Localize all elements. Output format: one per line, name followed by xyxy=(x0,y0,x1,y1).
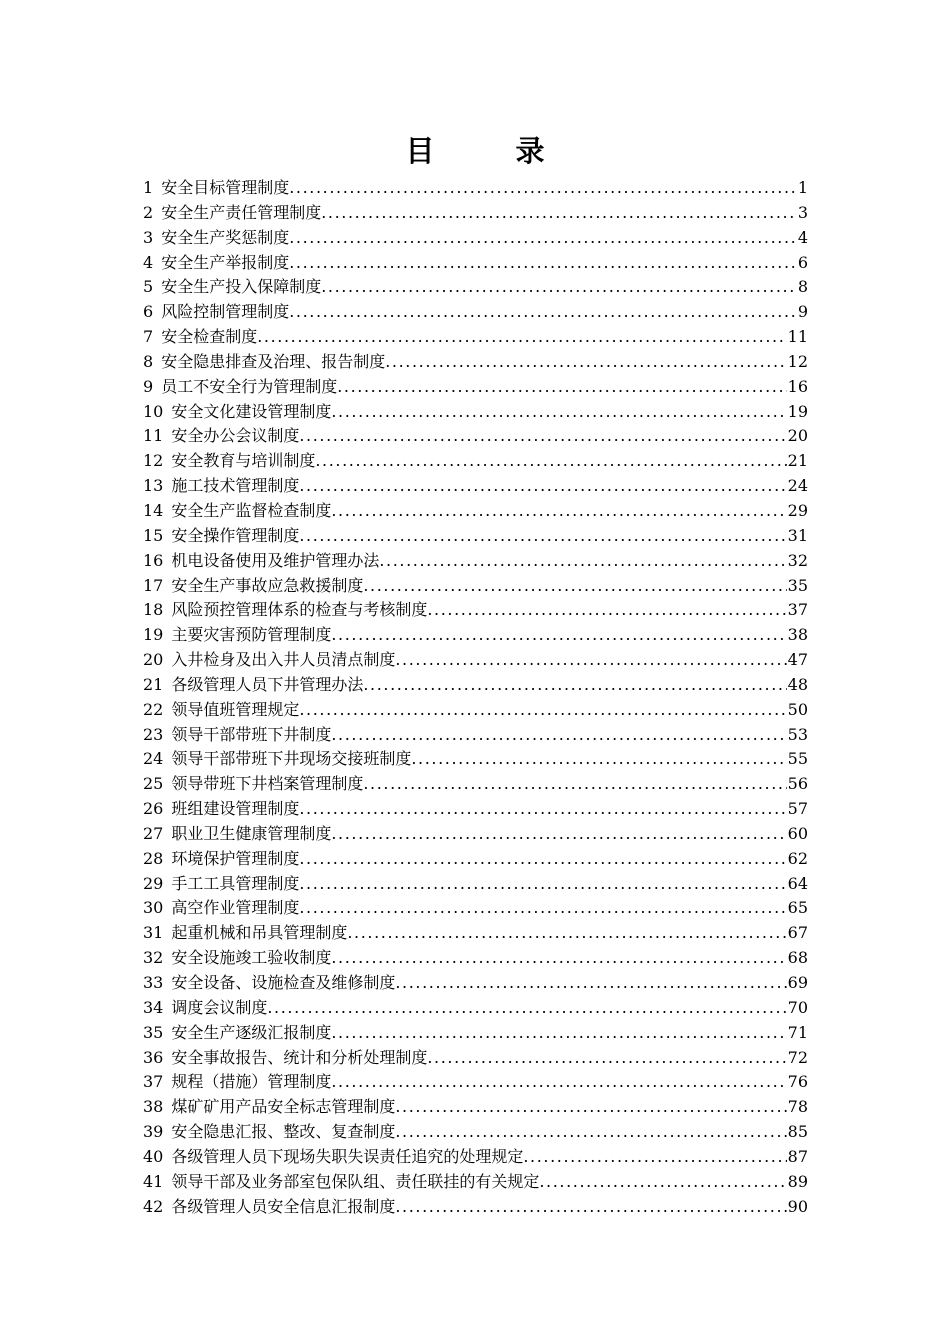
toc-entry-number: 11 xyxy=(143,426,164,446)
toc-entry-page-number: 19 xyxy=(787,401,808,421)
toc-entry-page-number: 35 xyxy=(787,575,808,595)
toc-entry-title: 风险预控管理体系的检查与考核制度 xyxy=(171,600,428,620)
toc-dot-leader xyxy=(299,797,786,822)
toc-entry[interactable] xyxy=(143,176,808,201)
toc-entry-title: 煤矿矿用产品安全标志管理制度 xyxy=(171,1097,396,1117)
toc-entry-title: 领导干部带班下井现场交接班制度 xyxy=(171,749,412,769)
toc-entry-title: 安全生产事故应急救援制度 xyxy=(171,575,364,595)
toc-dot-leader xyxy=(289,251,797,276)
toc-entry-title: 安全目标管理制度 xyxy=(161,178,290,197)
toc-entry[interactable] xyxy=(143,971,808,996)
toc-entry-title: 高空作业管理制度 xyxy=(171,898,300,918)
toc-dot-leader xyxy=(523,1145,786,1170)
toc-entry[interactable] xyxy=(143,574,808,599)
toc-entry-title: 安全隐患排查及治理、报告制度 xyxy=(161,351,386,371)
toc-dot-leader xyxy=(299,474,786,499)
toc-dot-leader xyxy=(331,400,786,425)
toc-entry[interactable] xyxy=(143,1021,808,1046)
toc-entry-title: 领导干部及业务部室包保队组、责任联挂的有关规定 xyxy=(171,1171,540,1191)
toc-entry-title: 班组建设管理制度 xyxy=(171,799,300,819)
toc-entry[interactable] xyxy=(143,1195,808,1220)
toc-entry[interactable] xyxy=(143,648,808,673)
toc-entry[interactable] xyxy=(143,598,808,623)
toc-dot-leader xyxy=(395,648,786,673)
toc-dot-leader xyxy=(331,1021,786,1046)
toc-entry[interactable] xyxy=(143,424,808,449)
toc-entry[interactable] xyxy=(143,1120,808,1145)
toc-entry[interactable] xyxy=(143,300,808,325)
toc-entry[interactable] xyxy=(143,549,808,574)
toc-entry-page-number: 90 xyxy=(787,1196,808,1216)
toc-entry[interactable] xyxy=(143,921,808,946)
toc-entry-title: 安全生产监督检查制度 xyxy=(171,500,332,520)
toc-entry-number: 28 xyxy=(143,848,164,868)
toc-dot-leader xyxy=(331,822,786,847)
toc-entry-page-number: 68 xyxy=(787,948,808,968)
toc-entry-page-number: 67 xyxy=(787,923,808,943)
toc-entry-number: 18 xyxy=(143,600,164,620)
toc-dot-leader xyxy=(289,176,797,201)
toc-entry[interactable] xyxy=(143,1145,808,1170)
toc-entry-title: 安全事故报告、统计和分析处理制度 xyxy=(171,1047,428,1067)
toc-dot-leader xyxy=(395,1120,786,1145)
toc-entry-page-number: 69 xyxy=(787,973,808,992)
toc-entry-title: 风险控制管理制度 xyxy=(161,302,290,322)
toc-dot-leader xyxy=(315,449,786,474)
toc-entry[interactable] xyxy=(143,797,808,822)
toc-entry-title: 领导带班下井档案管理制度 xyxy=(171,774,364,794)
toc-entry-title: 安全检查制度 xyxy=(161,327,258,347)
toc-dot-leader xyxy=(337,375,786,400)
toc-entry-number: 34 xyxy=(143,997,164,1017)
toc-entry-number: 33 xyxy=(143,973,164,992)
toc-entry-title: 安全生产逐级汇报制度 xyxy=(171,1022,332,1042)
toc-entry-number: 2 xyxy=(143,202,154,222)
toc-entry[interactable] xyxy=(143,673,808,698)
toc-entry[interactable] xyxy=(143,1170,808,1195)
toc-entry-page-number: 71 xyxy=(787,1022,808,1042)
toc-entry-number: 7 xyxy=(143,327,154,347)
toc-entry[interactable] xyxy=(143,474,808,499)
toc-entry-number: 6 xyxy=(143,302,154,322)
toc-dot-leader xyxy=(331,723,786,748)
toc-entry-number: 1 xyxy=(143,178,154,197)
toc-dot-leader xyxy=(331,1070,786,1095)
toc-dot-leader xyxy=(385,350,786,375)
toc-entry[interactable] xyxy=(143,325,808,350)
toc-entry[interactable] xyxy=(143,723,808,748)
toc-entry[interactable] xyxy=(143,251,808,276)
toc-entry[interactable] xyxy=(143,275,808,300)
toc-entry-number: 27 xyxy=(143,823,164,843)
toc-entry-page-number: 11 xyxy=(787,327,808,347)
toc-entry-title: 安全设备、设施检查及维修制度 xyxy=(171,973,396,992)
toc-entry-number: 37 xyxy=(143,1072,164,1092)
toc-entry-page-number: 78 xyxy=(787,1097,808,1117)
toc-entry-title: 规程（措施）管理制度 xyxy=(171,1072,332,1092)
toc-entry-number: 38 xyxy=(143,1097,164,1117)
toc-entry-title: 领导值班管理规定 xyxy=(171,699,300,719)
toc-entry-page-number: 1 xyxy=(797,178,808,197)
toc-entry[interactable] xyxy=(143,449,808,474)
toc-dot-leader xyxy=(379,549,786,574)
toc-dot-leader xyxy=(395,1095,786,1120)
toc-entry-page-number: 64 xyxy=(787,873,808,893)
toc-entry-number: 20 xyxy=(143,650,164,670)
toc-entry-number: 40 xyxy=(143,1146,164,1166)
toc-entry-number: 15 xyxy=(143,525,164,545)
toc-dot-leader xyxy=(395,971,786,996)
toc-entry-number: 42 xyxy=(143,1196,164,1216)
toc-dot-leader xyxy=(289,300,797,325)
toc-entry[interactable] xyxy=(143,201,808,226)
toc-entry-title: 安全操作管理制度 xyxy=(171,525,300,545)
toc-entry-title: 主要灾害预防管理制度 xyxy=(171,625,332,645)
toc-entry-page-number: 37 xyxy=(787,600,808,620)
toc-entry-title: 安全文化建设管理制度 xyxy=(171,401,332,421)
toc-entry-page-number: 20 xyxy=(787,426,808,446)
toc-entry-title: 调度会议制度 xyxy=(171,997,268,1017)
toc-dot-leader xyxy=(395,1195,786,1220)
toc-entry-title: 安全隐患汇报、整改、复查制度 xyxy=(171,1122,396,1142)
toc-entry-title: 安全教育与培训制度 xyxy=(171,451,316,471)
toc-entry-number: 35 xyxy=(143,1022,164,1042)
toc-entry-number: 24 xyxy=(143,749,164,769)
toc-entry[interactable] xyxy=(143,872,808,897)
toc-entry-page-number: 50 xyxy=(787,699,808,719)
toc-entry-page-number: 8 xyxy=(797,277,808,297)
toc-entry-title: 安全办公会议制度 xyxy=(171,426,300,446)
toc-entry-page-number: 48 xyxy=(787,674,808,694)
toc-entry[interactable] xyxy=(143,1046,808,1071)
toc-dot-leader xyxy=(411,747,786,772)
toc-entry[interactable] xyxy=(143,623,808,648)
toc-entry-page-number: 65 xyxy=(787,898,808,918)
toc-entry-page-number: 4 xyxy=(797,227,808,247)
toc-entry-page-number: 21 xyxy=(787,451,808,471)
toc-entry-number: 13 xyxy=(143,476,164,496)
toc-entry-page-number: 56 xyxy=(787,774,808,794)
toc-entry-title: 员工不安全行为管理制度 xyxy=(161,376,338,396)
toc-entry-title: 环境保护管理制度 xyxy=(171,848,300,868)
toc-dot-leader xyxy=(331,499,786,524)
toc-entry-page-number: 47 xyxy=(787,650,808,670)
toc-entry-page-number: 76 xyxy=(787,1072,808,1092)
toc-entry-page-number: 87 xyxy=(787,1146,808,1166)
toc-entry-number: 16 xyxy=(143,550,164,570)
toc-entry-number: 21 xyxy=(143,674,164,694)
toc-dot-leader xyxy=(321,201,797,226)
toc-dot-leader xyxy=(427,1046,786,1071)
toc-entry-number: 17 xyxy=(143,575,164,595)
toc-entry[interactable] xyxy=(143,822,808,847)
toc-entry[interactable] xyxy=(143,747,808,772)
toc-entry[interactable] xyxy=(143,698,808,723)
toc-dot-leader xyxy=(347,921,786,946)
toc-title: 目 录 xyxy=(405,134,571,168)
toc-entry-number: 26 xyxy=(143,799,164,819)
toc-entry-page-number: 31 xyxy=(787,525,808,545)
toc-dot-leader xyxy=(299,698,786,723)
toc-entry-title: 安全生产举报制度 xyxy=(161,252,290,272)
toc-entry[interactable] xyxy=(143,946,808,971)
toc-dot-leader xyxy=(299,847,786,872)
toc-entry-title: 各级管理人员下现场失职失误责任追究的处理规定 xyxy=(171,1146,524,1166)
toc-dot-leader xyxy=(267,996,786,1021)
toc-entry-title: 机电设备使用及维护管理办法 xyxy=(171,550,380,570)
toc-dot-leader xyxy=(331,623,786,648)
toc-entry-page-number: 85 xyxy=(787,1122,808,1142)
toc-entry-page-number: 29 xyxy=(787,500,808,520)
toc-entry-title: 安全生产奖惩制度 xyxy=(161,227,290,247)
toc-entry-page-number: 62 xyxy=(787,848,808,868)
toc-entry-number: 14 xyxy=(143,500,164,520)
toc-entry-title: 起重机械和吊具管理制度 xyxy=(171,923,348,943)
toc-entry-page-number: 57 xyxy=(787,799,808,819)
toc-entry-page-number: 9 xyxy=(797,302,808,322)
toc-entry-number: 39 xyxy=(143,1122,164,1142)
toc-entry-page-number: 38 xyxy=(787,625,808,645)
toc-entry-page-number: 53 xyxy=(787,724,808,744)
toc-dot-leader xyxy=(539,1170,786,1195)
toc-entry[interactable] xyxy=(143,1095,808,1120)
toc-entry-title: 入井检身及出入井人员清点制度 xyxy=(171,650,396,670)
toc-entry[interactable] xyxy=(143,1070,808,1095)
toc-entry-title: 安全生产投入保障制度 xyxy=(161,277,322,297)
toc-entry-title: 领导干部带班下井制度 xyxy=(171,724,332,744)
toc-entry-number: 23 xyxy=(143,724,164,744)
toc-entry-title: 各级管理人员下井管理办法 xyxy=(171,674,364,694)
toc-entry-number: 5 xyxy=(143,277,154,297)
toc-entry-title: 安全设施竣工验收制度 xyxy=(171,948,332,968)
toc-dot-leader xyxy=(299,424,786,449)
toc-entry-number: 30 xyxy=(143,898,164,918)
toc-entry-title: 安全生产责任管理制度 xyxy=(161,202,322,222)
toc-entry-number: 31 xyxy=(143,923,164,943)
toc-entry[interactable] xyxy=(143,226,808,251)
toc-dot-leader xyxy=(363,574,786,599)
toc-dot-leader xyxy=(427,598,786,623)
toc-entry-number: 25 xyxy=(143,774,164,794)
toc-entry-number: 12 xyxy=(143,451,164,471)
toc-entry-page-number: 3 xyxy=(797,202,808,222)
toc-entry[interactable] xyxy=(143,375,808,400)
toc-dot-leader xyxy=(321,275,797,300)
toc-entry-number: 10 xyxy=(143,401,164,421)
toc-entry-number: 9 xyxy=(143,376,154,396)
toc-entry-title: 手工工具管理制度 xyxy=(171,873,300,893)
toc-entry-number: 22 xyxy=(143,699,164,719)
toc-entry-number: 36 xyxy=(143,1047,164,1067)
toc-dot-leader xyxy=(363,772,786,797)
toc-entry-page-number: 55 xyxy=(787,749,808,769)
toc-entry-number: 8 xyxy=(143,351,154,371)
toc-entry-number: 19 xyxy=(143,625,164,645)
toc-dot-leader xyxy=(257,325,786,350)
toc-dot-leader xyxy=(299,896,786,921)
toc-entry[interactable] xyxy=(143,350,808,375)
toc-entry-title: 施工技术管理制度 xyxy=(171,476,300,496)
toc-entry-page-number: 32 xyxy=(787,550,808,570)
toc-entry[interactable] xyxy=(143,896,808,921)
toc-dot-leader xyxy=(363,673,786,698)
toc-entry-number: 41 xyxy=(143,1171,164,1191)
toc-entry-page-number: 24 xyxy=(787,476,808,496)
toc-entry-title: 各级管理人员安全信息汇报制度 xyxy=(171,1196,396,1216)
toc-dot-leader xyxy=(299,524,786,549)
toc-entry-title: 职业卫生健康管理制度 xyxy=(171,823,332,843)
toc-entry[interactable] xyxy=(143,524,808,549)
toc-entry-number: 4 xyxy=(143,252,154,272)
toc-entry-page-number: 16 xyxy=(787,376,808,396)
toc-list xyxy=(143,176,808,1219)
toc-entry[interactable] xyxy=(143,996,808,1021)
toc-entry-number: 32 xyxy=(143,948,164,968)
toc-entry-page-number: 72 xyxy=(787,1047,808,1067)
toc-entry[interactable] xyxy=(143,847,808,872)
toc-dot-leader xyxy=(299,872,786,897)
toc-entry[interactable] xyxy=(143,400,808,425)
toc-dot-leader xyxy=(289,226,797,251)
toc-entry-number: 3 xyxy=(143,227,154,247)
toc-entry-page-number: 60 xyxy=(787,823,808,843)
toc-entry[interactable] xyxy=(143,499,808,524)
toc-entry-page-number: 6 xyxy=(797,252,808,272)
toc-entry[interactable] xyxy=(143,772,808,797)
toc-dot-leader xyxy=(331,946,786,971)
toc-entry-number: 29 xyxy=(143,873,164,893)
toc-entry-page-number: 12 xyxy=(787,351,808,371)
toc-entry-page-number: 89 xyxy=(787,1171,808,1191)
toc-entry-page-number: 70 xyxy=(787,997,808,1017)
